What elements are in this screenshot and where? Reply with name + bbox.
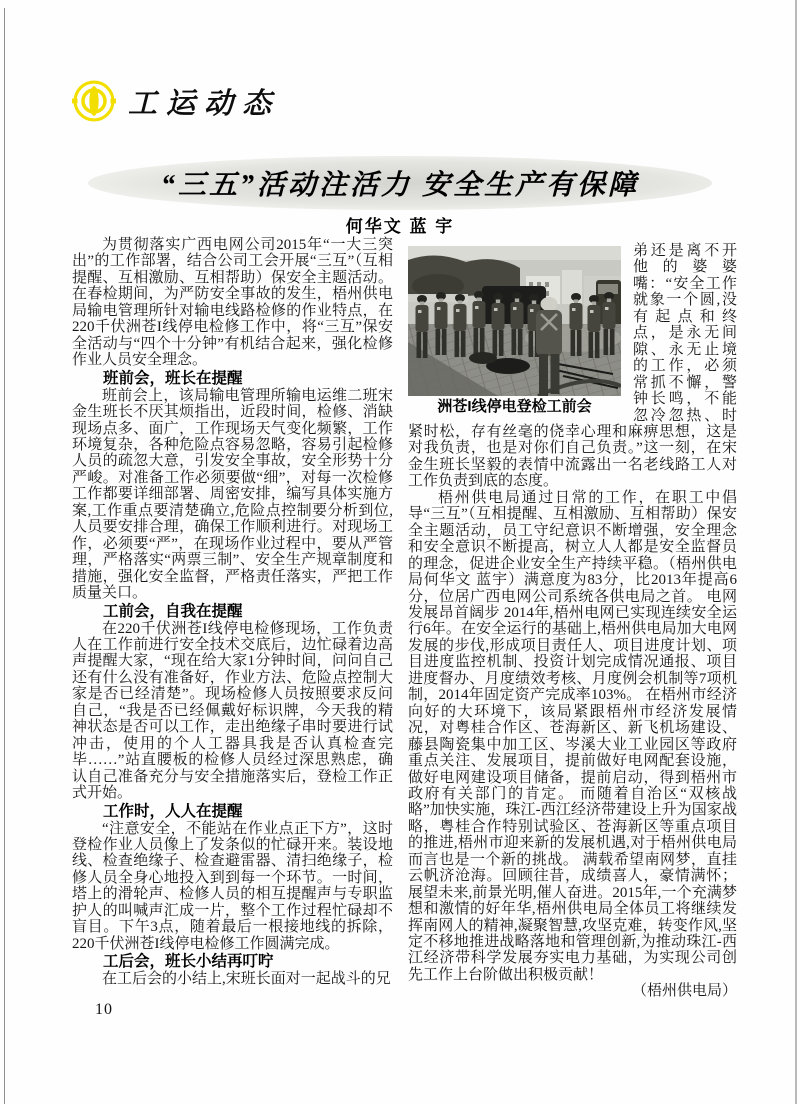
trade-union-logo-icon	[72, 79, 116, 123]
text-body: 梧州供电局通过日常的工作，在职工中倡导“三互”（互相提醒、互相激励、互相帮助）保安全主题活动，员工守纪意识不断增强，安全理念和安全意识不断提高，树立人人都是安全监督员的理念，促进企业安全生产持续平稳。（梧州供电局何华文 蓝宇）满意度为83分，比2013年提高6分，位居广西电网公司系统各供电局之首。 电网发展昂首阔步 2014年,梧州电网已实现连续安全运行6年。在安全运行的基础上,梧州供电局加大电网发展的步伐,形成项目责任人、项目进度计划、项目进度监控机制、投资计划完成情况通报、项目进度督办、月度绩效考核、月度例会机制等7项机制，2014年固定资产完成率103%。 在梧州市经济向好的大环境下，该局紧跟梧州市经济发展情况，对粤桂合作区、苍海新区、新飞机场建设、藤县陶瓷集中加工区、岑溪大业工业园区等政府重点关注、发展项目，提前做好电网配套设施，做好电网建设项目储备，提前启动，得到梧州市政府有关部门的肯定。 而随着自治区“双核战略”加快实施，珠江-西江经济带建设上升为国家战略，粤桂合作特别试验区、苍海新区等重点项目的推进,梧州市迎来新的发展机遇,对于梧州供电局而言也是一个新的挑战。 满载希望南网梦，直挂云帆济沧海。回顾往昔，成绩喜人，豪情满怀；展望未来,前景光明,催人奋进。2015年,一个充满梦想和激情的好年华,梧州供电局全体员工将继续发挥南网人的精神,凝聚智慧,攻坚克难，转变作风,坚定不移地推进战略落地和管理创新,为推动珠江-西江经济带科学发展夯实电力基础，为实现公司创先工作上台阶做出积极贡献！	[408, 489, 737, 983]
masthead	[72, 79, 280, 123]
paragraph: 在220千伏洲苍I线停电检修现场，工作负责人在工作前进行安全技术交底后，边忙碌着边高声提醒大家，“现在给大家1分钟时间，问问自己还有什么没有准备好，作业方法、危险点控制大家是否已经清楚”。现场检修人员按照要求反问自己，“我是否已经佩戴好标识牌，今天我的精神状态是否可以工作，走出绝缘子串时要进行试冲击，使用的个人工器具我是否认真检查完毕……”站直腰板的检修人员经过深思熟虑，确认自己准备充分与安全措施落实后，登检工作正式开始。	[72, 620, 393, 802]
article-title-banner	[88, 156, 712, 210]
page-left-border	[4, 8, 5, 1104]
article-title: “三五”活动注活力 安全生产有保障	[160, 170, 639, 201]
article-byline: 何华文 蓝 宇	[345, 217, 455, 236]
section-heading: 工作时，人人在提醒	[103, 802, 243, 820]
section-heading: 班前会，班长在提醒	[103, 369, 243, 387]
text-continuation: 松，存有丝毫的侥幸心理和麻痹思想，这是对我负责，也是对你们自己负责。”这一刻，在宋金生班长坚毅的表情中流露出一名老线路工人对工作负责到底的态度。	[408, 423, 737, 490]
section-heading: 工后会，班长小结再叮咛	[103, 953, 274, 971]
page-right-border	[795, 0, 797, 1104]
page-number: 10	[95, 1001, 113, 1018]
masthead-title: 工运动态	[128, 87, 281, 120]
paragraph	[408, 489, 737, 1000]
paragraph: “注意安全，不能站在作业点正下方”，这时登检作业人员像上了发条似的忙碌开来。装设地线、检查绝缘子、检查避雷器、清扫绝缘子，检修人员全身心地投入到到每一个环节。一时间，塔上的滑轮声、检修人员的相互提醒声与专职监护人的叫喊声汇成一片，整个工作过程忙碌却不盲目。下午3点，随着最后一根接地线的拆除，220千伏洲苍I线停电检修工作圆满完成。	[72, 820, 393, 952]
text-beside-photo: 弟还是离不开他的婆婆嘴：“安全工作就象一个圆,没有起点和终点，是永无间隙、永无止境的工作，必须常抓不懈，警钟长鸣，不能忽冷忽热、时紧时	[408, 243, 737, 440]
paragraph: 在工后会的小结上,宋班长面对一起战斗的兄	[102, 971, 391, 988]
photo-block	[408, 246, 621, 416]
section-heading: 工前会，自我在提醒	[103, 602, 243, 620]
paragraph: 班前会上，该局输电管理所输电运维二班宋金生班长不厌其烦指出，近段时间，检修、消缺现场点多、面广，工作现场天气变化频繁，工作环境复杂，各种危险点容易忽略，容易引起检修人员的疏忽大意，引发安全事故，安全形势十分严峻。对准备工作必须要做“细”，对每一次检修工作都要详细部署、周密安排，编写具体实施方案,工作重点要清楚确立,危险点控制要分析到位,人员要安排合理，确保工作顺利进行。对现场工作，必须要“严”，在现场作业过程中，要从严管理，严格落实“两票三制”、安全生产规章制度和措施，强化安全监督，严格责任落实，严把工作质量关口。	[72, 387, 393, 602]
photo-caption: 洲苍I线停电登检工前会	[437, 398, 592, 415]
worksite-photo	[408, 246, 621, 396]
paragraph: 为贯彻落实广西电网公司2015年“一大三突出”的工作部署，结合公司工会开展“三互”（互相提醒、互相激励、互相帮助）保安全主题活动。在春检期间，为严防安全事故的发生，梧州供电局输电管理所针对输电线路检修的作业特点，在220千伏洲苍I线停电检修工作中，将“三互”保安全活动与“四个十分钟”有机结合起来，强化检修作业人员安全理念。	[72, 237, 393, 369]
article-signature: （梧州供电局）	[631, 983, 737, 1000]
left-column	[72, 237, 393, 988]
right-column	[408, 243, 737, 1000]
